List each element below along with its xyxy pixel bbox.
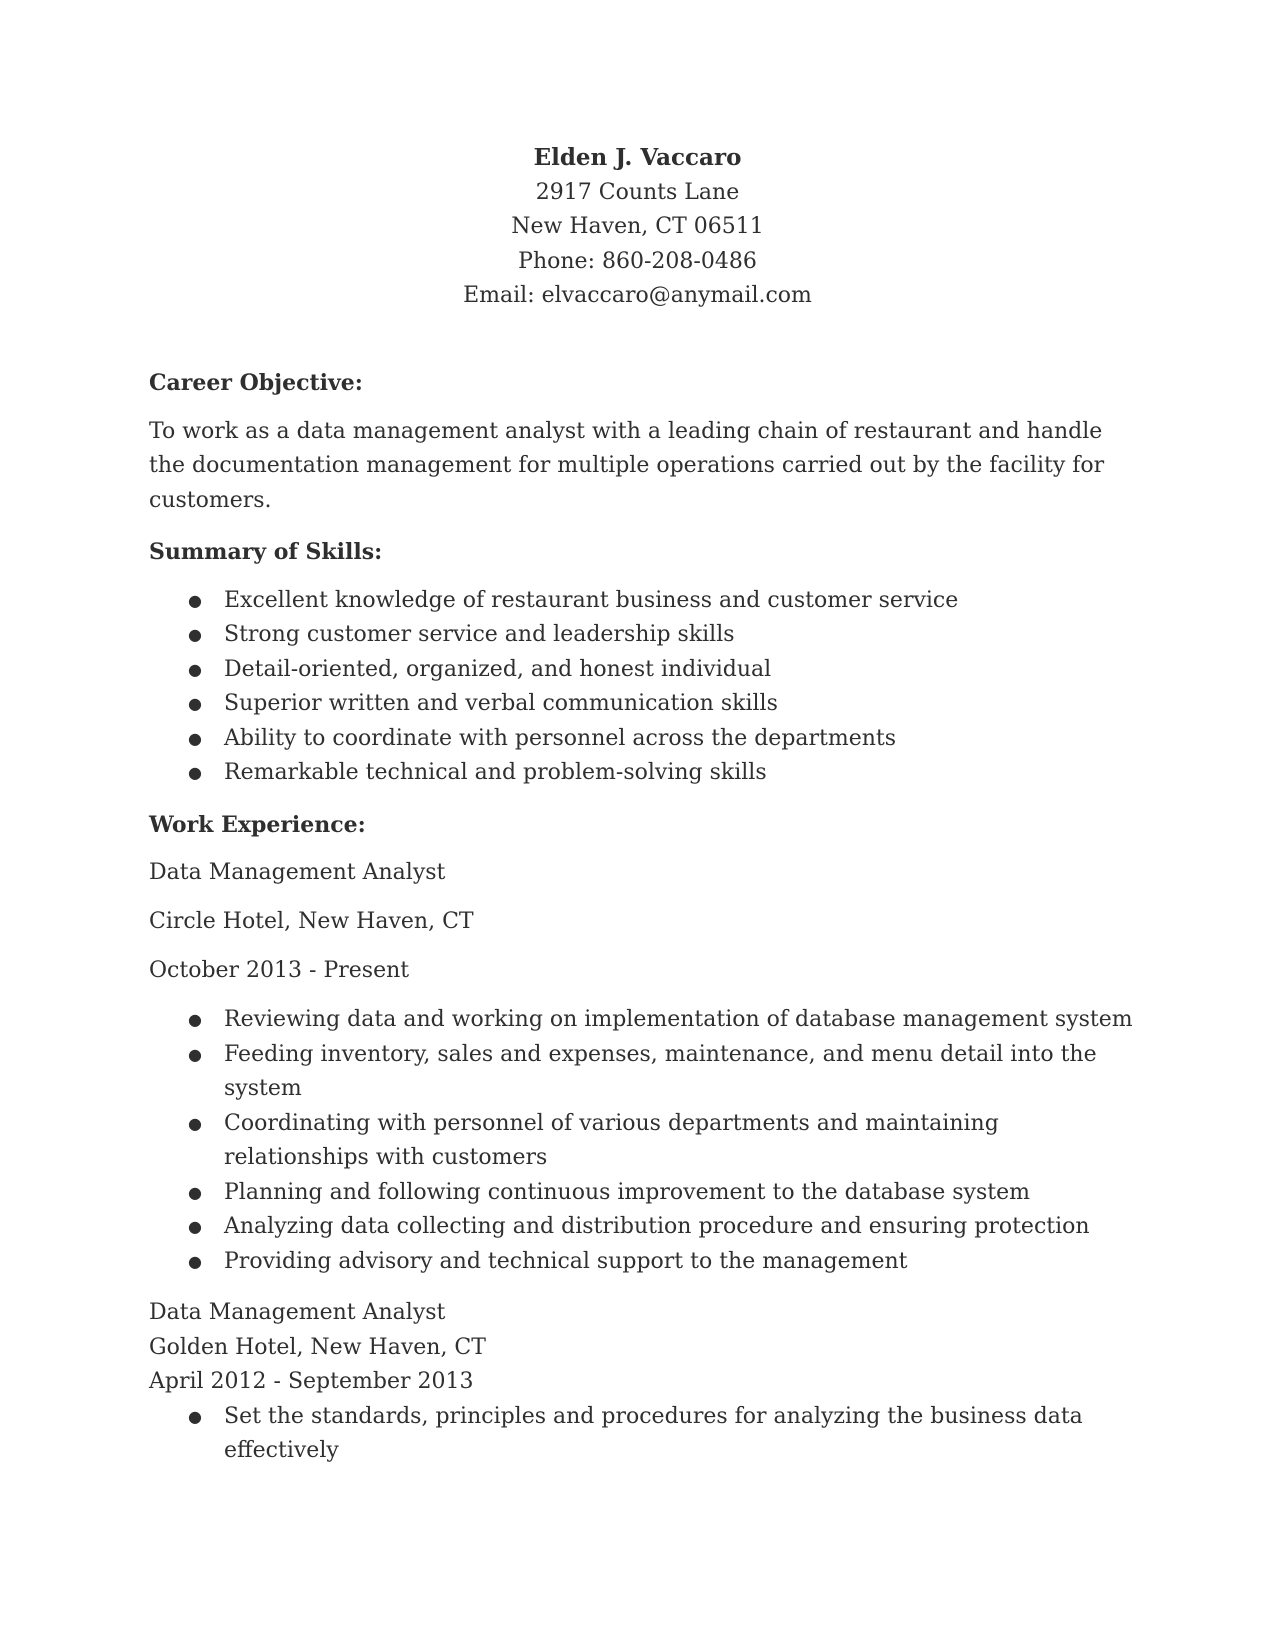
list-item bbox=[149, 1245, 1139, 1280]
list-item bbox=[149, 653, 1139, 688]
duty-text: Analyzing data collecting and distribution procedure and ensuring protection bbox=[224, 1214, 1090, 1239]
bullet-icon: ● bbox=[188, 694, 202, 713]
skill-text: Detail-oriented, organized, and honest individual bbox=[224, 656, 772, 682]
list-item bbox=[149, 1107, 1139, 1176]
job-company: Circle Hotel, New Haven, CT bbox=[149, 909, 474, 934]
bullet-icon: ● bbox=[188, 625, 202, 644]
bullet-icon: ● bbox=[188, 1044, 202, 1064]
job-dates: April 2012 - September 2013 bbox=[149, 1369, 474, 1394]
list-item bbox=[149, 687, 1139, 722]
skill-text: Strong customer service and leadership skills bbox=[224, 622, 735, 647]
address-line-2: New Haven, CT 06511 bbox=[511, 214, 764, 239]
duty-text: Providing advisory and technical support to the management bbox=[224, 1248, 908, 1274]
skill-text: Ability to coordinate with personnel across the departments bbox=[224, 725, 897, 751]
duty-text: Reviewing data and working on implementation of database management system bbox=[224, 1007, 1133, 1032]
bullet-icon: ● bbox=[188, 763, 202, 782]
bullet-icon: ● bbox=[188, 1217, 202, 1236]
bullet-icon: ● bbox=[188, 1406, 202, 1426]
phone-number: Phone: 860-208-0486 bbox=[518, 248, 757, 274]
bullet-icon: ● bbox=[188, 1251, 202, 1271]
job-duties-list bbox=[149, 1003, 1139, 1279]
skills-heading: Summary of Skills: bbox=[149, 539, 383, 565]
contact-header bbox=[0, 141, 1275, 314]
bullet-icon: ● bbox=[188, 590, 202, 610]
list-item bbox=[149, 1038, 1139, 1107]
duty-text: Feeding inventory, sales and expenses, maintenance, and menu detail into the system bbox=[224, 1041, 1097, 1101]
job-dates: October 2013 - Present bbox=[149, 958, 410, 983]
job-company: Golden Hotel, New Haven, CT bbox=[149, 1334, 486, 1360]
email-address: Email: elvaccaro@anymail.com bbox=[463, 283, 812, 308]
skill-text: Excellent knowledge of restaurant business and customer service bbox=[224, 587, 959, 613]
list-item bbox=[149, 1210, 1139, 1245]
list-item bbox=[149, 722, 1139, 757]
resume-body bbox=[149, 366, 1139, 1486]
list-item bbox=[149, 618, 1139, 653]
duty-text: Coordinating with personnel of various departments and maintaining relationships with customers bbox=[224, 1110, 999, 1170]
address-line-1: 2917 Counts Lane bbox=[535, 179, 740, 205]
skill-text: Superior written and verbal communication skills bbox=[224, 691, 778, 716]
job-title: Data Management Analyst bbox=[149, 1300, 446, 1325]
job-entry-2 bbox=[149, 1296, 1139, 1469]
objective-text: To work as a data management analyst with a leading chain of restaurant and handle the documentation management for multiple operations carried out by the facility for customers. bbox=[149, 418, 1105, 513]
bullet-icon: ● bbox=[188, 1010, 202, 1029]
skills-list bbox=[149, 584, 1139, 791]
skill-text: Remarkable technical and problem-solving skills bbox=[224, 760, 767, 785]
applicant-name: Elden J. Vaccaro bbox=[533, 144, 742, 171]
job-duties-list bbox=[149, 1400, 1139, 1469]
objective-heading: Career Objective: bbox=[149, 370, 363, 396]
duty-text: Set the standards, principles and procedures for analyzing the business data effectively bbox=[224, 1403, 1083, 1463]
bullet-icon: ● bbox=[188, 728, 202, 748]
bullet-icon: ● bbox=[188, 659, 202, 679]
bullet-icon: ● bbox=[188, 1113, 202, 1133]
list-item bbox=[149, 1400, 1139, 1469]
job-entry-1 bbox=[149, 856, 1139, 1279]
job-title: Data Management Analyst bbox=[149, 860, 446, 885]
bullet-icon: ● bbox=[188, 1182, 202, 1202]
list-item bbox=[149, 1003, 1139, 1038]
list-item bbox=[149, 584, 1139, 619]
list-item bbox=[149, 756, 1139, 791]
experience-heading: Work Experience: bbox=[149, 811, 366, 838]
duty-text: Planning and following continuous improvement to the database system bbox=[224, 1179, 1030, 1205]
list-item bbox=[149, 1176, 1139, 1211]
